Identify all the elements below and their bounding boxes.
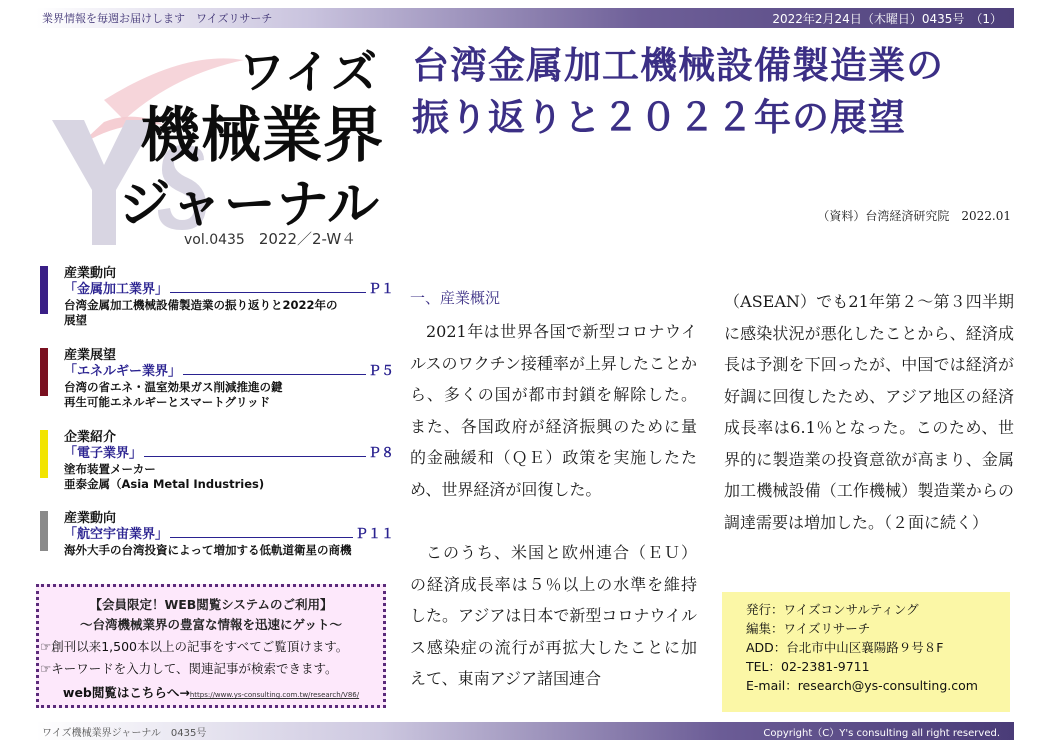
publisher-email[interactable]: E-mail：research@ys-consulting.com — [746, 678, 978, 693]
toc-category: 産業展望 — [64, 348, 117, 363]
web-promo-box — [36, 584, 386, 708]
toc-color-bar — [40, 348, 48, 396]
toc-category: 産業動向 — [64, 511, 117, 526]
publisher-editor: 編集：ワイズリサーチ — [746, 621, 871, 636]
section-title: 一、産業概況 — [410, 289, 501, 307]
toc-description: 塗布装置メーカー — [64, 462, 156, 476]
logo-title-line3: ジャーナル — [118, 175, 380, 235]
toc-page: Ｐ１１ — [354, 527, 394, 542]
promo-feature-2: ☞キーワードを入力して、関連記事が検索できます。 — [40, 661, 338, 676]
article-paragraph: このうち、米国と欧州連合（ＥＵ）の経済成長率は５％以上の水準を維持した。アジアは日本で新型コロナウイルス感染症の流行が再拡大したことに加えて、東南アジア諸国連合 — [410, 543, 697, 688]
journal-logo — [44, 30, 384, 248]
article-column-2 — [724, 286, 1014, 538]
headline-line2: 振り返りと２０２２年の展望 — [412, 96, 906, 139]
toc-category: 企業紹介 — [64, 430, 117, 445]
toc-color-bar — [40, 430, 48, 478]
header-issue: 2022年2月24日（木曜日）0435号 （1） — [772, 12, 1002, 26]
toc-description: 台湾金属加工機械設備製造業の振り返りと2022年の — [64, 298, 338, 312]
header-bar — [36, 8, 1014, 28]
logo-title-line1: ワイズ — [238, 45, 378, 99]
volume-number: vol.0435 — [184, 232, 245, 248]
toc-leader — [170, 527, 353, 538]
toc-description: 展望 — [64, 313, 87, 327]
toc-leader — [170, 282, 366, 293]
toc-title: 「金属加工業界」 — [64, 282, 169, 297]
header-tagline: 業界情報を毎週お届けします ワイズリサーチ — [42, 12, 273, 25]
toc-description: 海外大手の台湾投資によって増加する低軌道衛星の商機 — [64, 543, 352, 557]
toc-title: 「電子業界」 — [64, 446, 143, 461]
toc-color-bar — [40, 511, 48, 551]
toc-page: Ｐ５ — [367, 364, 394, 379]
footer-copyright: Copyright（C）Y's consulting all right reserved. — [763, 728, 1000, 739]
volume-week: 2022／2-W４ — [258, 230, 357, 248]
footer-journal-name: ワイズ機械業界ジャーナル 0435号 — [42, 728, 207, 739]
footer-bar — [36, 722, 1014, 740]
logo-title-line2: 機械業界 — [140, 101, 384, 171]
promo-subtitle: ～台湾機械業界の豊富な情報を迅速にゲット～ — [79, 617, 342, 632]
article-paragraph: （ASEAN）でも21年第２～第３四半期に感染状況が悪化したことから、経済成長は予測を下回ったが、中国では経済が好調に回復したため、アジア地区の経済成長率は6.1％となった。このため、世界的に製造業の投資意欲が高まり、金属加工機械設備（工作機械）製造業からの調達需要は増加した。（２面に続く） — [724, 292, 1014, 532]
toc-category: 産業動向 — [64, 266, 117, 281]
toc-color-bar — [40, 266, 48, 314]
promo-web-label: web閲覧はこちらへ→ — [62, 685, 190, 700]
article-column-1 — [410, 316, 697, 695]
publisher-info-box — [722, 592, 1010, 712]
toc-page: Ｐ８ — [367, 446, 394, 461]
article-paragraph: 2021年は世界各国で新型コロナウイルスのワクチン接種率が上昇したことから、多くの国が都市封鎖を解除した。また、各国政府が経済振興のために量的金融緩和（ＱＥ）政策を実施したため、世界経済が回復した。 — [410, 322, 697, 499]
publisher-issuer: 発行：ワイズコンサルティング — [746, 602, 919, 617]
promo-title: 【会員限定！WEB閲覧システムのご利用】 — [89, 597, 333, 612]
toc-leader — [183, 364, 366, 375]
promo-web-link[interactable] — [39, 683, 383, 701]
toc-description: 再生可能エネルギーとスマートグリッド — [64, 395, 271, 409]
volume-info — [184, 228, 356, 249]
toc-leader — [144, 446, 366, 457]
toc-title: 「エネルギー業界」 — [64, 364, 182, 379]
promo-feature-1: ☞創刊以来1,500本以上の記事をすべてご覧頂けます。 — [40, 639, 349, 654]
source-credit: （資料）台湾経済研究院 2022.01 — [817, 209, 1011, 223]
headline — [412, 40, 1022, 144]
toc-title: 「航空宇宙業界」 — [64, 527, 169, 542]
headline-line1: 台湾金属加工機械設備製造業の — [412, 44, 944, 87]
publisher-address: ADD：台北市中山区襄陽路９号８F — [746, 640, 944, 655]
toc-description: 亜泰金属（Asia Metal Industries) — [64, 477, 265, 491]
toc-description: 台湾の省エネ・温室効果ガス削減推進の鍵 — [64, 380, 283, 394]
publisher-tel: TEL：02-2381-9711 — [746, 659, 870, 674]
promo-web-url[interactable]: https://www.ys-consulting.com.tw/research/V86/ — [189, 691, 360, 699]
toc-page: Ｐ１ — [367, 282, 394, 297]
